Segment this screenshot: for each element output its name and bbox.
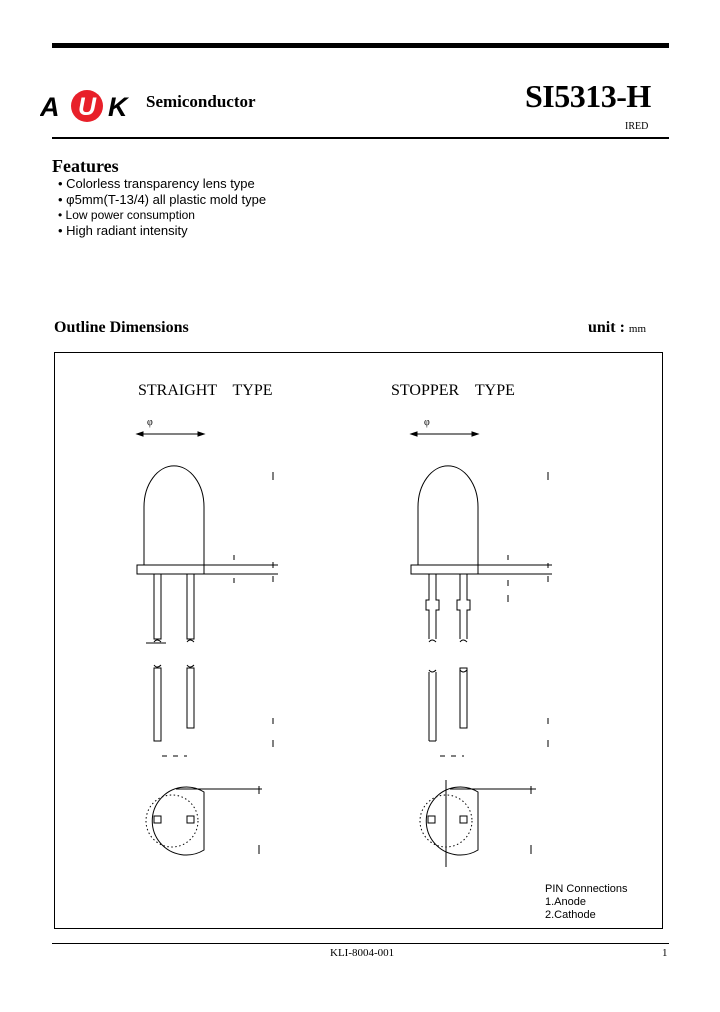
straight-flange: [137, 565, 204, 574]
stopper-lead-breaks-top: [429, 640, 467, 642]
document-number: KLI-8004-001: [330, 947, 395, 959]
header-rule: [52, 137, 669, 139]
part-number: SI5313-H: [525, 78, 651, 114]
logo-letter-u: U: [78, 93, 97, 121]
top-rule: [52, 43, 669, 48]
unit-value: mm: [628, 323, 647, 335]
features-title: Features: [52, 156, 119, 176]
outline-title: Outline Dimensions: [54, 319, 189, 336]
brand-word: Semiconductor: [146, 92, 256, 111]
straight-pad-2: [187, 816, 194, 823]
features-list: [58, 176, 266, 239]
logo-letter-a: A: [40, 92, 60, 122]
stopper-type-label: STOPPER TYPE: [391, 382, 515, 399]
unit-prefix: unit :: [588, 319, 625, 336]
stopper-lead-breaks-bottom: [429, 670, 467, 672]
straight-lead-2-lower: [187, 668, 194, 728]
straight-phi-label: φ: [147, 417, 153, 428]
pin-connections: [545, 883, 628, 922]
unit-label: [588, 319, 646, 337]
stopper-lead-2-lower: [460, 668, 467, 728]
pin-item-cathode: 2.Cathode: [545, 909, 596, 921]
straight-led: [137, 417, 278, 756]
device-type: IRED: [625, 121, 649, 132]
straight-lead-2-upper: [187, 574, 194, 639]
feature-item: • φ5mm(T-13/4) all plastic mold type: [58, 192, 266, 208]
stopper-pad-1: [428, 816, 435, 823]
stopper-bottom-view: [420, 780, 536, 867]
straight-lens: [144, 466, 204, 565]
stopper-flange: [411, 565, 478, 574]
stopper-lead-2-upper: [457, 574, 470, 639]
feature-item: • Low power consumption: [58, 208, 266, 224]
stopper-lead-1-upper: [426, 574, 439, 639]
stopper-lens: [418, 466, 478, 565]
stopper-phi-label: φ: [424, 417, 430, 428]
straight-type-label: STRAIGHT TYPE: [138, 382, 273, 399]
auk-logo-mark: [40, 88, 140, 124]
pin-connections-title: PIN Connections: [545, 883, 628, 895]
straight-lead-1-upper: [154, 574, 161, 639]
straight-lead-breaks-top: [154, 640, 194, 642]
straight-bottom-view: [146, 786, 262, 855]
page-number: 1: [662, 947, 668, 959]
stopper-lead-1-lower: [429, 672, 436, 741]
straight-lead-1-lower: [154, 668, 161, 741]
feature-item: • Colorless transparency lens type: [58, 176, 266, 192]
footer-rule: [52, 943, 669, 944]
logo-letter-k: K: [108, 92, 128, 122]
pin-item-anode: 1.Anode: [545, 896, 586, 908]
straight-lead-breaks-bottom: [154, 665, 194, 667]
stopper-led: [411, 417, 552, 756]
straight-pad-1: [154, 816, 161, 823]
stopper-pad-2: [460, 816, 467, 823]
feature-item: • High radiant intensity: [58, 223, 266, 239]
straight-base-outline: [152, 787, 204, 855]
outline-drawing: [54, 352, 663, 929]
auk-logo: [40, 88, 140, 124]
stopper-base-outline: [426, 787, 478, 855]
